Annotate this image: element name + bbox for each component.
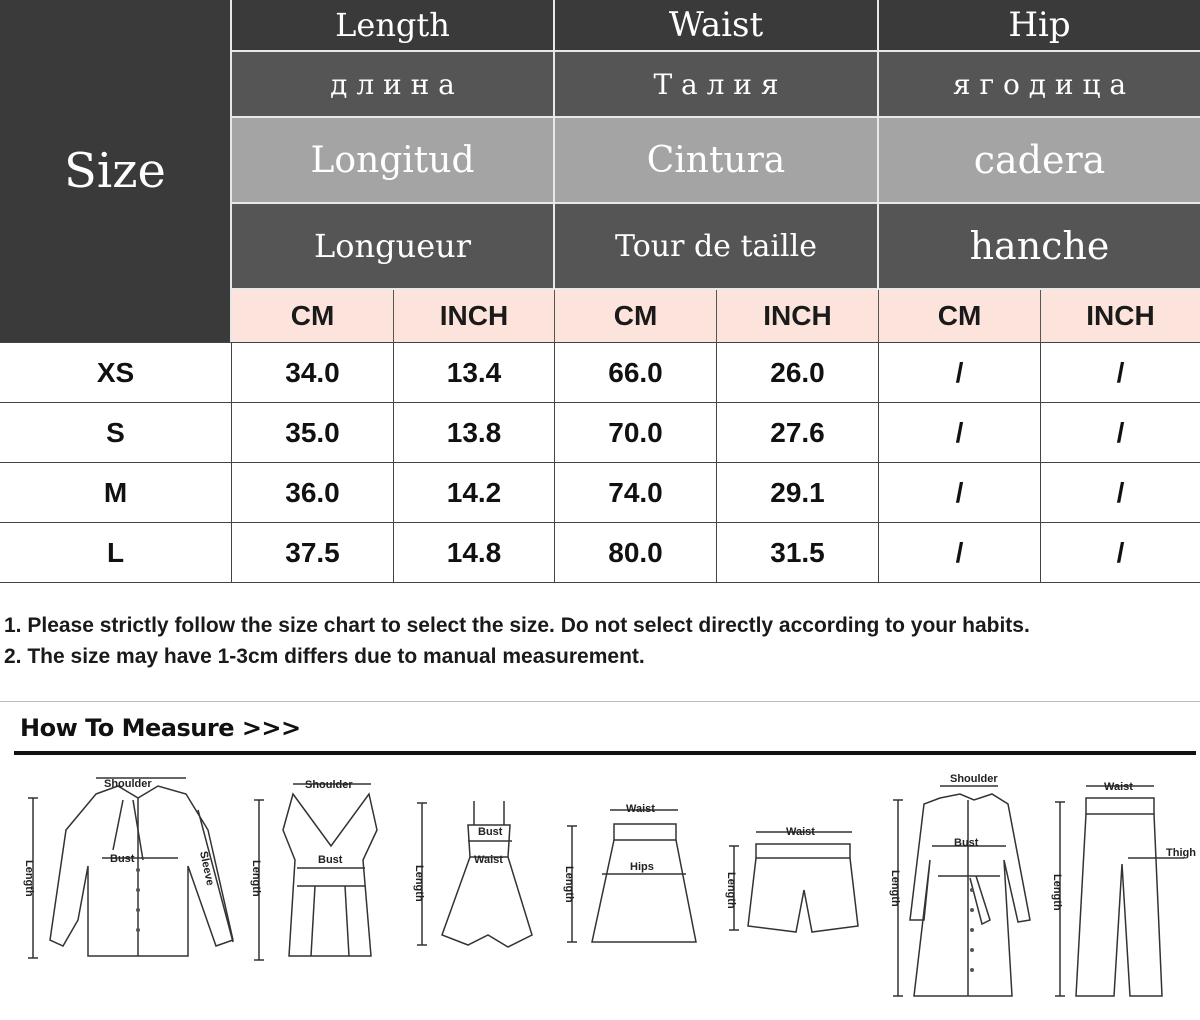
table-cell: / xyxy=(1041,403,1200,463)
tank-top-figure xyxy=(245,770,395,970)
size-header-cell xyxy=(0,0,232,342)
hip-title: Hip xyxy=(1008,5,1071,45)
skirt-figure xyxy=(562,796,702,951)
waist-title-cell xyxy=(555,0,879,52)
table-cell: / xyxy=(1041,523,1200,583)
table-cell: 14.2 xyxy=(394,463,555,523)
table-cell: 70.0 xyxy=(555,403,717,463)
table-row-size: S xyxy=(0,403,232,463)
trousers-length-label: Length xyxy=(1051,874,1063,911)
table-cell: 13.8 xyxy=(394,403,555,463)
skirt-waist-label: Waist xyxy=(626,803,655,815)
dress-icon xyxy=(408,795,553,965)
waist-ru-cell xyxy=(555,52,879,118)
table-cell: 13.4 xyxy=(394,343,555,403)
blouse-bust-label: Bust xyxy=(110,853,135,865)
hip-es: cadera xyxy=(973,138,1106,182)
trousers-thigh-label: Thigh xyxy=(1166,847,1196,859)
table-cell: / xyxy=(879,463,1041,523)
table-cell: 80.0 xyxy=(555,523,717,583)
trousers-icon xyxy=(1050,774,1198,1004)
waist-fr: Tour de taille xyxy=(615,228,817,264)
divider xyxy=(0,701,1200,702)
table-row-size: XS xyxy=(0,343,232,403)
length-ru-cell xyxy=(232,52,555,118)
size-header-label: Size xyxy=(64,143,166,199)
tank-top-bust-label: Bust xyxy=(318,854,343,866)
table-cell: / xyxy=(879,343,1041,403)
blouse-figure xyxy=(18,770,243,970)
hip-es-cell xyxy=(879,118,1200,204)
blouse-shoulder-label: Shoulder xyxy=(104,778,152,790)
table-cell: 37.5 xyxy=(232,523,394,583)
table-cell: 14.8 xyxy=(394,523,555,583)
dress-waist-label: Waist xyxy=(474,854,503,866)
blouse-sleeve-label: Sleeve xyxy=(197,850,217,887)
dress-figure xyxy=(408,795,553,965)
tank-top-shoulder-label: Shoulder xyxy=(305,779,353,791)
waist-ru: Т а л и я xyxy=(653,67,779,101)
coat-figure xyxy=(888,770,1038,1008)
note-2: 2. The size may have 1-3cm differs due to manual measurement. xyxy=(4,645,645,668)
waist-fr-cell xyxy=(555,204,879,290)
unit-cm-waist: CM xyxy=(555,290,717,342)
hip-ru-cell xyxy=(879,52,1200,118)
length-fr-cell xyxy=(232,204,555,290)
unit-cm-hip: CM xyxy=(879,290,1041,342)
table-cell: 27.6 xyxy=(717,403,879,463)
tank-top-icon xyxy=(245,770,395,970)
how-to-measure-rule xyxy=(14,751,1196,755)
table-cell: 34.0 xyxy=(232,343,394,403)
shorts-waist-label: Waist xyxy=(786,826,815,838)
hip-fr-cell xyxy=(879,204,1200,290)
length-title: Length xyxy=(335,6,450,44)
shorts-icon xyxy=(722,822,862,940)
trousers-waist-label: Waist xyxy=(1104,781,1133,793)
length-es: Longitud xyxy=(310,139,475,181)
table-cell: 31.5 xyxy=(717,523,879,583)
hip-fr: hanche xyxy=(969,224,1110,268)
dress-length-label: Length xyxy=(413,865,425,902)
coat-length-label: Length xyxy=(889,870,901,907)
skirt-icon xyxy=(562,796,702,951)
table-cell: / xyxy=(879,403,1041,463)
unit-inch-length: INCH xyxy=(394,290,555,342)
shorts-figure xyxy=(722,822,862,940)
table-cell: 36.0 xyxy=(232,463,394,523)
blouse-icon xyxy=(18,770,243,970)
length-fr: Longueur xyxy=(313,227,472,265)
table-row-size: L xyxy=(0,523,232,583)
waist-es-cell xyxy=(555,118,879,204)
table-cell: / xyxy=(1041,463,1200,523)
length-title-cell xyxy=(232,0,555,52)
shorts-length-label: Length xyxy=(725,872,737,909)
unit-inch-hip: INCH xyxy=(1041,290,1200,342)
size-table-body xyxy=(0,342,1200,582)
blouse-length-label: Length xyxy=(23,860,35,897)
trousers-figure xyxy=(1050,774,1198,1004)
table-cell: 74.0 xyxy=(555,463,717,523)
table-cell: / xyxy=(879,523,1041,583)
hip-ru: я г о д и ц а xyxy=(952,67,1127,101)
length-ru: д л и н а xyxy=(330,67,455,101)
coat-bust-label: Bust xyxy=(954,837,979,849)
how-to-measure-title: How To Measure >>> xyxy=(20,714,301,742)
coat-shoulder-label: Shoulder xyxy=(950,773,998,785)
note-1: 1. Please strictly follow the size chart to select the size. Do not select directly according to your habits. xyxy=(4,614,1030,637)
skirt-length-label: Length xyxy=(563,866,575,903)
table-cell: 66.0 xyxy=(555,343,717,403)
unit-cm-length: CM xyxy=(232,290,394,342)
table-cell: / xyxy=(1041,343,1200,403)
length-es-cell xyxy=(232,118,555,204)
hip-title-cell xyxy=(879,0,1200,52)
unit-inch-waist: INCH xyxy=(717,290,879,342)
table-cell: 29.1 xyxy=(717,463,879,523)
table-cell: 35.0 xyxy=(232,403,394,463)
table-cell: 26.0 xyxy=(717,343,879,403)
tank-top-length-label: Length xyxy=(250,860,262,897)
waist-es: Cintura xyxy=(646,139,786,181)
dress-bust-label: Bust xyxy=(478,826,503,838)
coat-icon xyxy=(888,770,1038,1008)
waist-title: Waist xyxy=(668,5,764,45)
skirt-hips-label: Hips xyxy=(630,861,654,873)
table-row-size: M xyxy=(0,463,232,523)
